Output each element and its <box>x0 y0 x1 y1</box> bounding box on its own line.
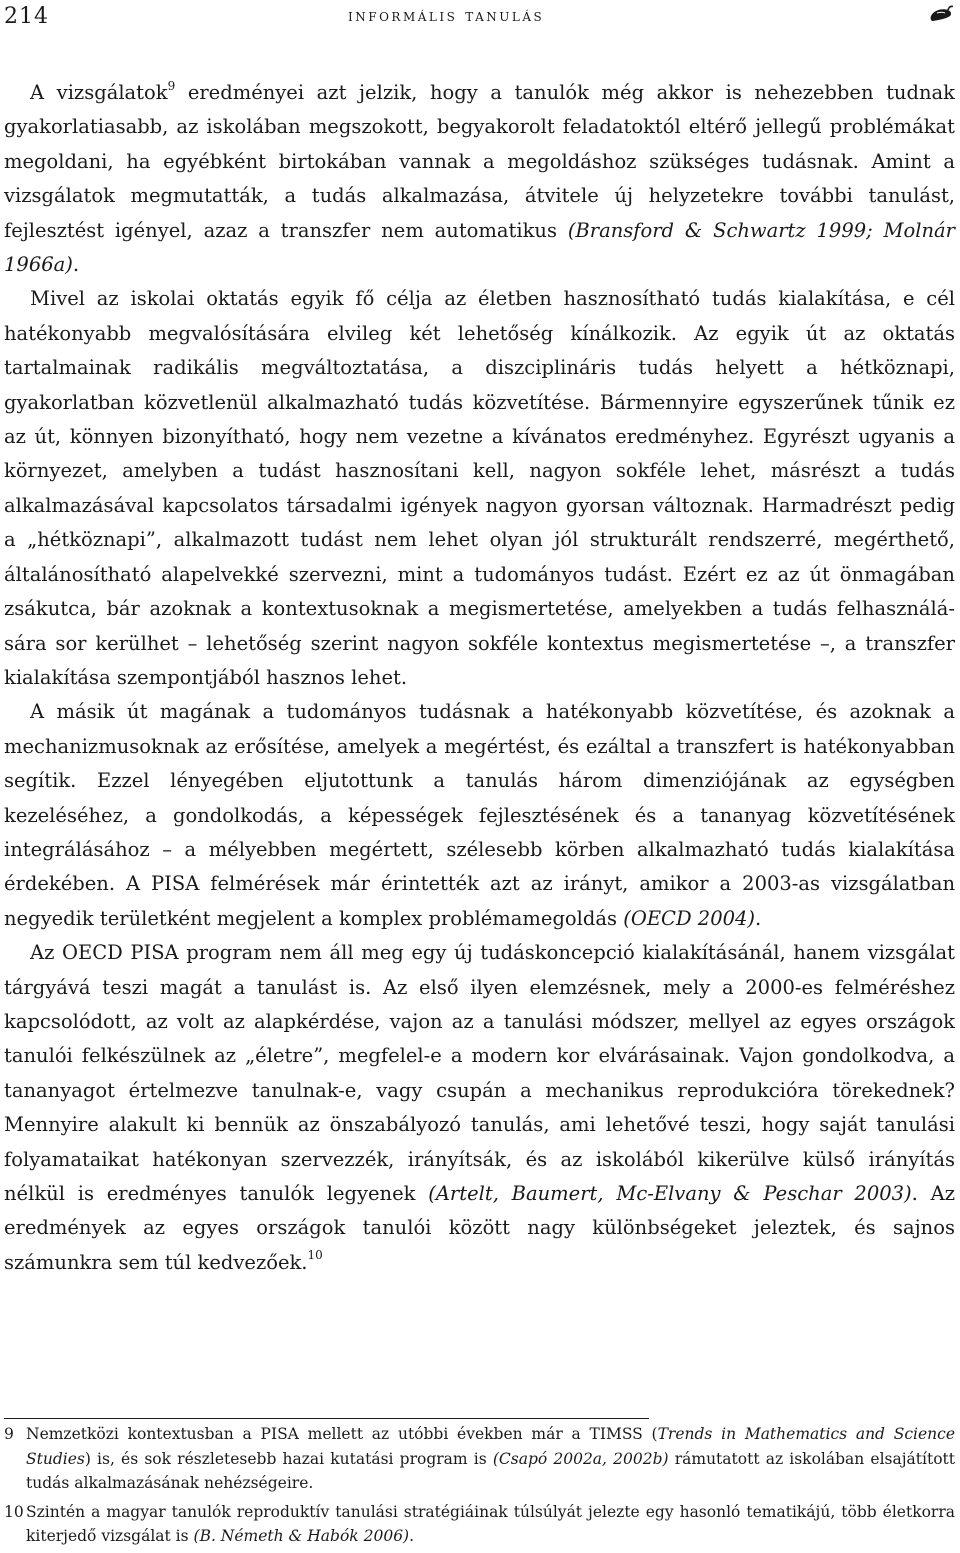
footnote-number: 10 <box>4 1502 24 1521</box>
citation: Trends in Mathematics and Science Studies <box>26 1425 955 1468</box>
paragraph: Az OECD PISA program nem áll meg egy új tudáskoncepció kialakításánál, hanem vizsgálat tárgyává teszi magát a tanulást is. Az első ilyen elemzésnek, mely a 2000-es felméréshez kapcsolódott, az volt az alapkérdése, vajon az a tanulási módszer, mellyel az egyes országok tanulói felkészülnek az „életre”, megfelel-e a modern kor elvárásainak. Vajon gondolkodva, a tananyagot értelmezve tanulnak-e, vagy csupán a mechanikus reprodukcióra törekednek? Mennyire alakult ki bennük az önszabályozó tanulás, ami lehetővé teszi, hogy saját tanulási folyamataikat hatékonyan szervezzék, irányítsák, és az iskolából kikerülve külső irányítás nélkül is eredményes tanulók legyenek (Artelt, Baumert, Mc-Elvany & Peschar 2003). Az eredmények az egyes országok tanulói között nagy különbségeket jeleztek, és sajnos számunkra sem túl kedvezőek.$^{10}$ <box>4 941 956 1274</box>
citation: (OECD 2004) <box>623 906 756 930</box>
citation: (Artelt, Baumert, Mc-Elvany & Peschar 2003) <box>428 1182 912 1205</box>
footnote-text: Nemzetközi kontextusban a PISA mellett az utóbbi években már a TIMSS (Trends in Mathematics and Science Studies) is, és sok részletesebb hazai kutatási program is (Csapó 2002a, 2002b) rámutatott az iskolában elsajátított tudás alkalmazásának nehézségeire. <box>26 1425 955 1492</box>
paragraph: A vizsgálatok$^9$ eredményei azt jelzik, hogy a tanulók még akkor is nehezebben tudnak gyakorlatiasabb, az iskolában megszokott, begyakorolt feladatoktól eltérő jellegű problémákat megoldani, ha egyébként birtokában vannak a megoldáshoz szükséges tudásnak. Amint a vizsgálatok megmutatták, a tudás alkalmazása, átvitele új helyzetekre további tanulást, fejlesztést igényel, azaz a transzfer nem automatikus (Bransford & Schwartz 1999; Molnár 1966a). <box>4 78 955 277</box>
citation: (Csapó 2002a, 2002b) <box>492 1449 669 1468</box>
footnote-text: Szintén a magyar tanulók reproduktív tanulási stratégiáinak túlsúlyát jelezte egy hasonló tematikájú, több életkorra kiterjedő vizsgálat is (B. Németh & Habók 2006). <box>26 1502 955 1545</box>
body-text <box>4 76 955 1280</box>
pepper-icon <box>928 4 954 24</box>
citation: (Bransford & Schwartz 1999; Molnár 1966a) <box>4 218 955 277</box>
running-title: informális tanulás <box>348 6 545 26</box>
footnotes <box>4 1422 955 1553</box>
paragraph: Mivel az iskolai oktatás egyik fő célja az életben hasznosítható tudás kialakítása, e cél hatékonyabb megvalósítására elvileg két lehetőség kínálkozik. Az egyik út az oktatás tartalmainak radikális megváltoztatása, a diszciplináris tudás helyett a hétköznapi, gyakorlatban közvetlenül alkalmazható tudás közvetítése. Bármennyire egyszerűnek tűnik ez az út, könnyen bizonyítható, hogy nem vezetne a kívánatos eredményhez. Egyrészt ugyanis a környezet, amelyben a tudást hasznosítani kell, nagyon sokféle lehet, másrészt a tudás alkalmazásával kapcsolatos társadalmi igények nagyon gyorsan változnak. Harmadrészt pedig a „hétköznapi”, alkalmazott tudást nem lehet olyan jól strukturált rendszerré, megérthető, általánosítható alapelvekké szervezni, mint a tudományos tudást. Ezért ez az út önmagában zsákutca, bár azoknak a kontextusoknak a megismertetése, amelyekben a tudás felhasználására sor kerülhet – lehetőség szerint nagyon sokféle kontextus megismertetése –, a transzfer kialakítása szempontjából hasznos lehet. <box>4 287 955 689</box>
running-header <box>0 0 960 36</box>
footnote-9 <box>4 1422 955 1496</box>
paragraph: A másik út magának a tudományos tudásnak a hatékonyabb közvetítése, és azoknak a mechanizmusoknak az erősítése, amelyek a megértést, és ezáltal a transzfert is hatékonyabban segítik. Ezzel lényegében eljutottunk a tanulás három dimenziójának az egységben kezeléséhez, a gondolkodás, a képességek fejlesztésének és a tananyag közvetítésének integrálásához – a mélyebben megértett, szélesebb körben alkalmazható tudás kialakítása érdekében. A PISA felmérések már érintették azt az irányt, amikor a 2003-as vizsgálatban negyedik területként megjelent a komplex problémamegoldás (OECD 2004). <box>4 700 955 930</box>
footnote-marker: 9 <box>167 78 176 93</box>
footnote-rule <box>4 1418 649 1419</box>
footnote-10 <box>4 1500 955 1549</box>
footnote-number: 9 <box>4 1425 14 1443</box>
citation: (B. Németh & Habók 2006) <box>193 1527 410 1545</box>
footnote-marker: 10 <box>307 1248 323 1263</box>
page-number: 214 <box>4 4 49 29</box>
